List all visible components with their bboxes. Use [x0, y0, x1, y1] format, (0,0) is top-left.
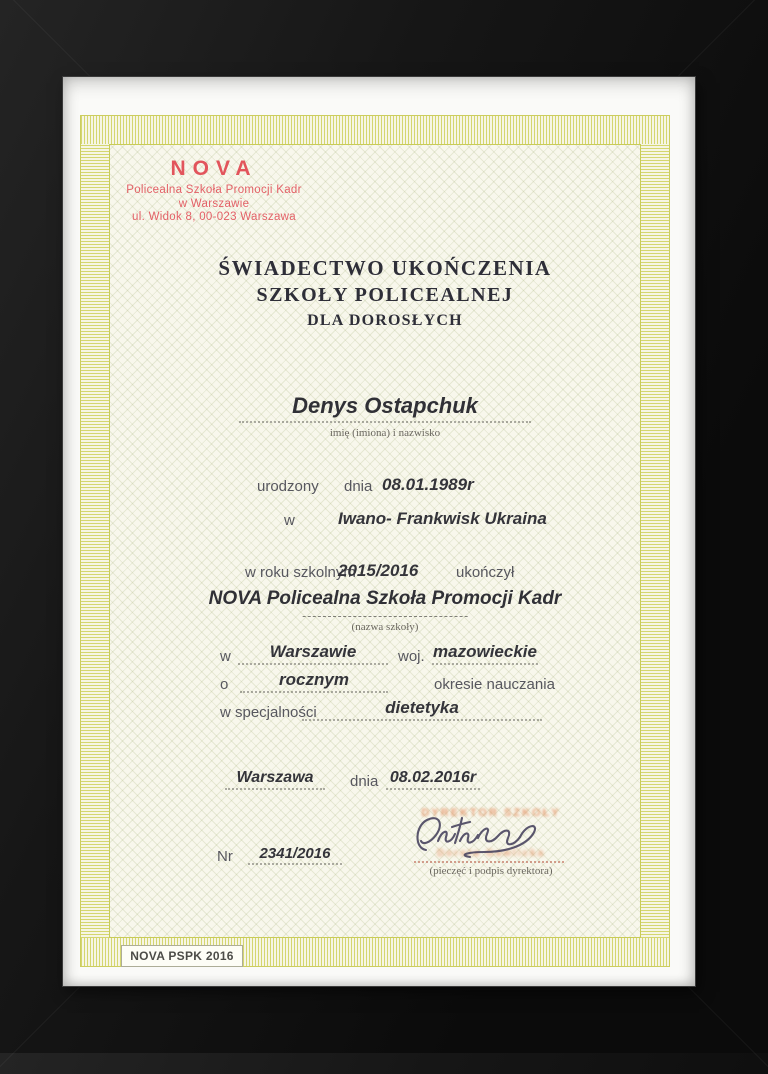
school-name-block: [209, 588, 562, 633]
number-label: Nr: [217, 848, 233, 865]
guilloche-border-left: [81, 144, 109, 938]
school-city-row: [110, 641, 644, 665]
certificate-body: [109, 144, 641, 938]
voivodeship-value: mazowieckie: [433, 642, 537, 661]
duration-row: [110, 669, 644, 693]
school-year-label: w roku szkolnym: [245, 564, 356, 581]
director-signature-block: [406, 807, 576, 882]
guilloche-border-top: [81, 116, 669, 144]
title-line2: SZKOŁY POLICEALNEJ: [256, 284, 514, 306]
certificate-title: [218, 255, 551, 332]
signature-dotted-line: [414, 861, 564, 863]
school-stamp-line3: ul. Widok 8, 00-023 Warszawa: [132, 211, 296, 223]
school-name-caption: (nazwa szkoły): [351, 621, 419, 633]
voivodeship-field: [432, 642, 538, 665]
duration-field: [240, 670, 388, 693]
frame-miter-top-right: [676, 0, 768, 78]
school-stamp-line1: Policealna Szkoła Promocji Kadr: [126, 184, 302, 196]
school-address-stamp: [126, 157, 302, 225]
birthplace-value: Iwano- Frankwisk Ukraina: [338, 509, 547, 528]
city-value: Warszawie: [269, 642, 357, 661]
voivodeship-label: woj.: [398, 648, 425, 665]
frame-miter-top-left: [0, 0, 92, 78]
issue-date-value: 08.02.2016r: [389, 769, 477, 786]
director-stamp-line1: DYREKTOR SZKOŁY: [421, 807, 561, 819]
birth-date-row: [110, 471, 644, 495]
school-year-row: [110, 557, 644, 581]
birthplace-row: [110, 505, 644, 529]
student-name-block: [239, 393, 531, 439]
issue-city-field: [225, 769, 325, 790]
issue-row: [110, 766, 644, 790]
duration-value: rocznym: [279, 670, 349, 689]
completed-label: ukończył: [456, 564, 515, 581]
director-stamp-line2: Dorota Gawlicka: [436, 848, 546, 859]
issue-date-label: dnia: [350, 773, 379, 790]
guilloche-border-right: [641, 144, 669, 938]
school-name: NOVA Policealna Szkoła Promocji Kadr: [208, 588, 562, 609]
name-dotted-line: [239, 421, 531, 423]
title-line3: DLA DOROSŁYCH: [307, 312, 463, 329]
city-label: w: [220, 648, 231, 665]
footer-code-plate: [121, 945, 243, 967]
number-value: 2341/2016: [259, 845, 331, 862]
footer-code: NOVA PSPK 2016: [130, 949, 234, 963]
specialty-row: [110, 697, 644, 721]
title-line1: ŚWIADECTWO UKOŃCZENIA: [218, 256, 552, 280]
specialty-field: [302, 698, 542, 721]
director-signature-icon: [410, 810, 560, 862]
name-caption: imię (imiona) i nazwisko: [329, 427, 441, 439]
number-field: [248, 845, 342, 865]
certificate-sheet: [63, 77, 695, 986]
school-stamp-line2: w Warszawie: [178, 197, 250, 210]
school-logo-text: NOVA: [170, 157, 258, 180]
born-label: urodzony: [257, 478, 319, 495]
school-year-value: 2015/2016: [338, 561, 419, 580]
frame-miter-bottom-right: [676, 975, 768, 1074]
city-field: [238, 642, 388, 665]
specialty-value: dietetyka: [385, 698, 459, 717]
duration-suffix: okresie nauczania: [434, 676, 555, 693]
certificate: [80, 115, 670, 967]
issue-date-field: [386, 769, 480, 790]
born-day-label: dnia: [344, 478, 373, 495]
frame-miter-bottom-left: [0, 975, 92, 1074]
school-name-dashed-line: [302, 616, 467, 617]
birth-date-value: 08.01.1989r: [382, 475, 474, 494]
issue-city-value: Warszawa: [236, 769, 314, 786]
specialty-label: w specjalności: [220, 704, 317, 721]
duration-label: o: [220, 676, 229, 693]
student-name: Denys Ostapchuk: [292, 393, 478, 418]
birthplace-label: w: [284, 512, 295, 529]
signature-caption: (pieczęć i podpis dyrektora): [429, 865, 553, 877]
